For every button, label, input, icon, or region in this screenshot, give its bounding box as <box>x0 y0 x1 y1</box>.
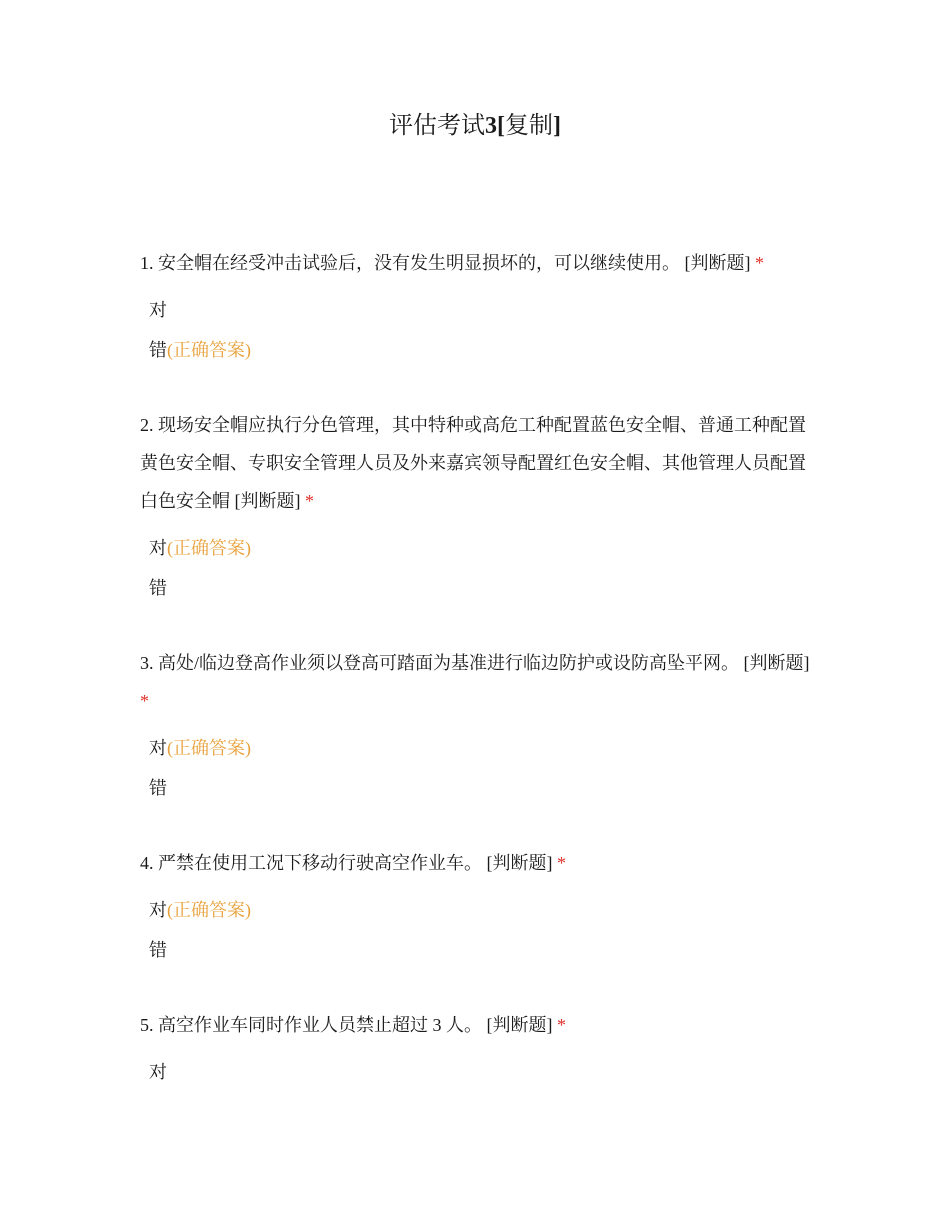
option-label: 错 <box>149 578 167 598</box>
option-true[interactable] <box>149 1059 167 1085</box>
option-label: 对 <box>149 738 167 758</box>
required-mark: * <box>557 1015 566 1035</box>
correct-answer-tag: (正确答案) <box>167 738 251 758</box>
option-label: 对 <box>149 900 167 920</box>
question-5 <box>140 1006 815 1044</box>
title-mid: 复制 <box>505 113 553 139</box>
option-false[interactable] <box>149 937 167 963</box>
required-mark: * <box>305 491 314 511</box>
question-text: 高空作业车同时作业人员禁止超过 3 人。 <box>158 1015 482 1035</box>
question-4 <box>140 844 815 882</box>
question-3 <box>140 644 815 720</box>
question-text: 现场安全帽应执行分色管理，其中特种或高危工种配置蓝色安全帽、普通工种配置黄色安全帽、专职安全管理人员及外来嘉宾领导配置红色安全帽、其他管理人员配置白色安全帽 <box>140 415 806 511</box>
required-mark: * <box>755 253 764 273</box>
option-label: 错 <box>149 778 167 798</box>
option-false[interactable] <box>149 775 167 801</box>
option-label: 对 <box>149 300 167 320</box>
question-number: 3. <box>140 653 154 673</box>
option-true[interactable] <box>149 535 251 561</box>
option-label: 错 <box>149 340 167 360</box>
option-label: 对 <box>149 1062 167 1082</box>
correct-answer-tag: (正确答案) <box>167 538 251 558</box>
question-text: 严禁在使用工况下移动行驶高空作业车。 <box>158 853 482 873</box>
option-true[interactable] <box>149 897 251 923</box>
required-mark: * <box>140 691 149 711</box>
question-number: 4. <box>140 853 154 873</box>
page-title <box>0 108 950 144</box>
option-false[interactable] <box>149 575 167 601</box>
title-main: 评估考试 <box>389 113 485 139</box>
question-type: [判断题] <box>486 853 553 873</box>
question-2 <box>140 406 815 520</box>
title-number: 3[ <box>485 113 505 139</box>
question-number: 1. <box>140 253 154 273</box>
correct-answer-tag: (正确答案) <box>167 340 251 360</box>
option-true[interactable] <box>149 297 167 323</box>
question-number: 2. <box>140 415 154 435</box>
correct-answer-tag: (正确答案) <box>167 900 251 920</box>
question-type: [判断题] <box>486 1015 553 1035</box>
question-type: [判断题] <box>684 253 751 273</box>
option-label: 错 <box>149 940 167 960</box>
required-mark: * <box>557 853 566 873</box>
question-type: [判断题] <box>234 491 301 511</box>
option-true[interactable] <box>149 735 251 761</box>
title-end: ] <box>553 113 561 139</box>
option-false[interactable] <box>149 337 251 363</box>
question-number: 5. <box>140 1015 154 1035</box>
option-label: 对 <box>149 538 167 558</box>
question-text: 高处/临边登高作业须以登高可踏面为基准进行临边防护或设防高坠平网。 <box>158 653 739 673</box>
question-1 <box>140 244 815 282</box>
question-text: 安全帽在经受冲击试验后，没有发生明显损坏的，可以继续使用。 <box>158 253 680 273</box>
question-type: [判断题] <box>743 653 810 673</box>
